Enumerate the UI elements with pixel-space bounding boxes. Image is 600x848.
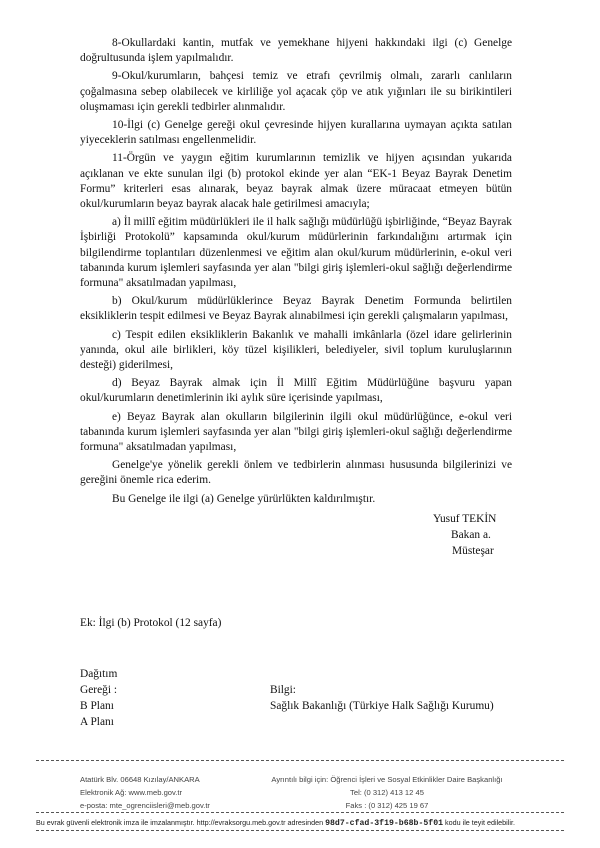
paragraph-11c: c) Tespit edilen eksikliklerin Bakanlık ve mahalli imkânlarla (özel idare gelirlerinin yanında, okul aile birlikleri, köy tüzel kişilikleri, belediyeler, sivil toplum kuruluşlarının desteği) giderilmesi, [80,328,512,372]
bilgi-list [270,682,494,714]
verification-divider-top [36,812,564,813]
distribution-list [80,666,117,730]
footer-info: Ayrıntılı bilgi için: Öğrenci İşleri ve Sosyal Etkinlikler Daire Başkanlığı [271,775,503,784]
distribution-heading: Dağıtım [80,668,118,680]
footer-address-block [80,773,210,812]
bilgi-label: Bilgi: [270,684,296,696]
document-body [80,36,512,510]
gereği-item: B Planı [80,700,114,712]
verification-divider-bottom [36,830,564,831]
repeal-paragraph: Bu Genelge ile ilgi (a) Genelge yürürlükten kaldırılmıştır. [112,492,376,505]
verification-code: 98d7-cfad-3f19-b68b-5f01 [325,819,444,828]
verification-suffix: kodu ile teyit edilebilir. [445,818,515,827]
gereği-item: A Planı [80,716,114,728]
footer-contact-block [262,773,512,812]
footer-divider [36,760,564,761]
paragraph-11: 11-Örgün ve yaygın eğitim kurumlarının temizlik ve hijyen açısından yukarıda açıklanan ve ekte sunulan ilgi (b) protokol ekinde yer alan “EK-1 Beyaz Bayrak Denetim Formu” kriterleri esas alınarak, beyaz bayrak almak üzere müracaat etmeyen bütün okul/kurumların beyaz bayrak alacak hale getirilmesi amacıyla; [80,152,512,211]
paragraph-11a: a) İl millî eğitim müdürlükleri ile il halk sağlığı müdürlüğü işbirliğinde, “Beyaz Bayrak İşbirliği Protokolü” kapsamında okul/kurum müdürlerinin farkındalığını artırmak için bilgilendirme toplantıları düzenlenmesi ve eğitim alan okul/kurum müdürlerinin, e-okul veri tabanında kurum işlemleri sayfasında yer alan "bilgi giriş işlemleri-okul sağlığı değerlendirme formuna" aksatılmadan yapılması, [80,216,512,290]
paragraph-11d: d) Beyaz Bayrak almak için İl Millî Eğitim Müdürlüğüne başvuru yapan okul/kurumların denetimlerinin iki aylık süre içerisinde yapılması, [80,377,512,405]
footer-fax: Faks : (0 312) 425 19 67 [345,801,429,810]
paragraph-9: 9-Okul/kurumların, bahçesi temiz ve etrafı çevrilmiş olmalı, zararlı canlıların çoğalmasına sebep olabilecek ve kirliliğe yol açacak çöp ve atık yığınları ile su birikintileri oluşmaması için gerekli tedbirler alınmalıdır. [80,70,512,113]
paragraph-11b: b) Okul/kurum müdürlüklerince Beyaz Bayrak Denetim Formunda belirtilen eksikliklerin tespit edilmesi ve Beyaz Bayrak alınabilmesi için gerekli çalışmaların yapılması, [80,295,512,323]
verification-text: Bu evrak güvenli elektronik imza ile imzalanmıştır. http://evraksorgu.meb.gov.tr adresinden [36,818,324,827]
paragraph-10: 10-İlgi (c) Genelge gereği okul çevresinde hijyen kurallarına uymayan açıkta satılan yiyeceklerin satılması engellenmelidir. [80,119,512,147]
signatory-title: Bakan a. [451,529,491,541]
footer-tel: Tel: (0 312) 413 12 45 [350,788,424,797]
attachment-note: Ek: İlgi (b) Protokol (12 sayfa) [80,617,222,629]
paragraph-11e: e) Beyaz Bayrak alan okulların bilgilerinin ilgili okul müdürlüğünce, e-okul veri tabanında kurum işlemleri sayfasında yer alan "bilgi giriş işlemleri-okul sağlığı değerlendirme formuna" aksatılmadan yapılması, [80,410,512,454]
footer-web: Elektronik Ağ: www.meb.gov.tr [80,788,182,797]
footer-address: Atatürk Blv. 06648 Kızılay/ANKARA [80,775,200,784]
gereği-label: Gereği : [80,684,118,696]
paragraph-8: 8-Okullardaki kantin, mutfak ve yemekhane hijyeni hakkındaki ilgi (c) Genelge doğrultusunda işlem yapılmalıdır. [80,37,512,65]
signatory-name: Yusuf TEKİN [433,513,497,525]
verification-line [36,818,564,828]
bilgi-item: Sağlık Bakanlığı (Türkiye Halk Sağlığı Kurumu) [270,700,494,712]
closing-paragraph: Genelge'ye yönelik gerekli önlem ve tedbirlerin alınması hususunda bilgilerinizi ve gereğini önemle rica ederim. [80,459,512,487]
signatory-role: Müsteşar [452,545,494,557]
footer-email: e-posta: mte_ogrenciisleri@meb.gov.tr [80,801,210,810]
